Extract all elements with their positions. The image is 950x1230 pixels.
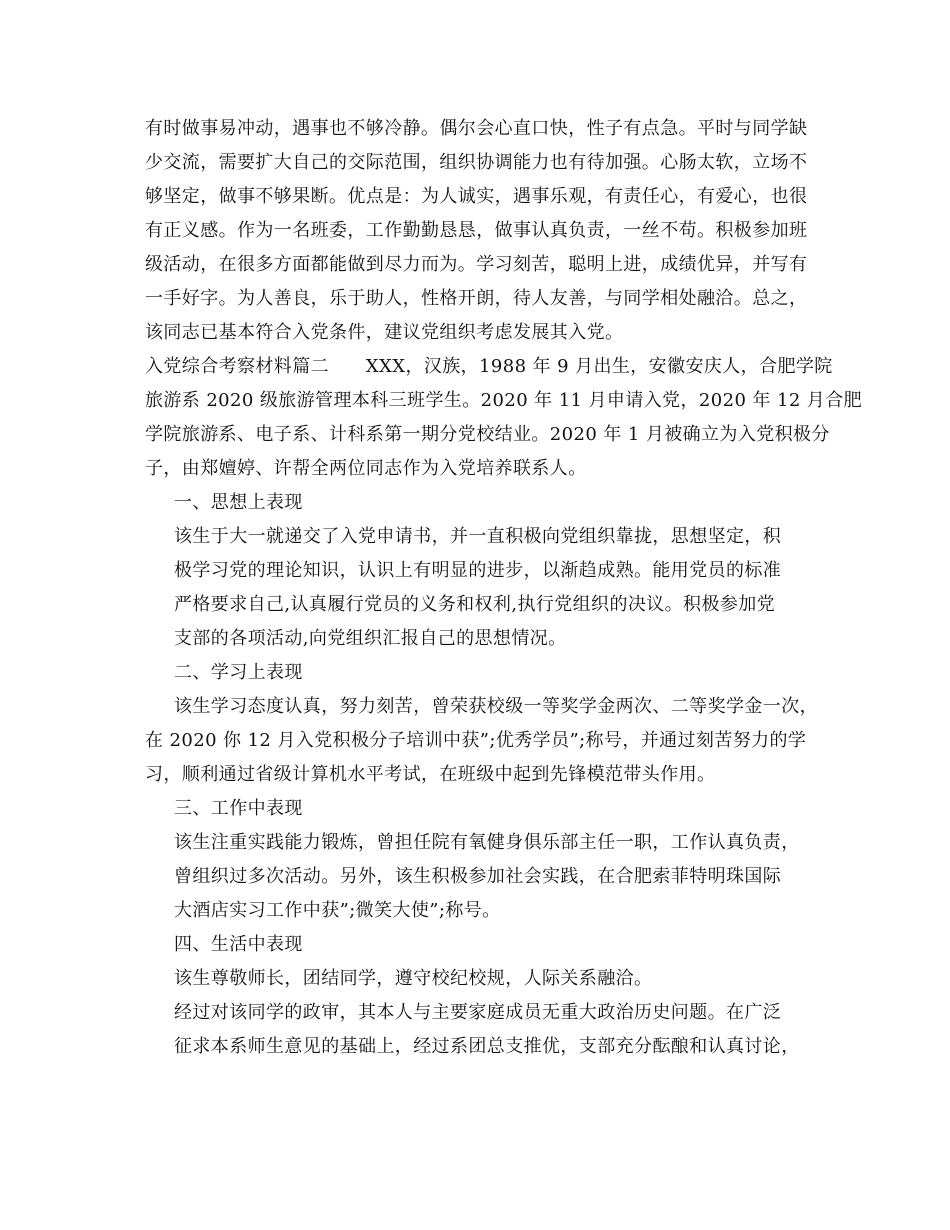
- text-line: 征求本系师生意见的基础上，经过系团总支推优，支部充分酝酿和认真讨论，: [174, 1036, 800, 1057]
- text-line: 子，由郑嬗婷、许帮全两位同志作为入党培养联系人。: [145, 458, 587, 479]
- text-line: 少交流，需要扩大自己的交际范围，组织协调能力也有待加强。心肠太软，立场不: [145, 152, 808, 173]
- text-line: 该同志已基本符合入党条件，建议党组织考虑发展其入党。: [145, 322, 624, 343]
- text-line: 该生尊敬师长，团结同学，遵守校纪校规，人际关系融洽。: [174, 968, 653, 989]
- text-line: 极学习党的理论知识，认识上有明显的进步，以渐趋成熟。能用党员的标准: [174, 560, 782, 581]
- text-line: 一手好字。为人善良，乐于助人，性格开朗，待人友善，与同学相处融洽。总之，: [145, 288, 808, 309]
- text-line: 该生注重实践能力锻炼，曾担任院有氧健身俱乐部主任一职，工作认真负责，: [174, 832, 800, 853]
- section-title-line: 入党综合考察材料篇二 XXX，汉族，1988 年 9 月出生，安徽安庆人，合肥学院: [145, 356, 833, 377]
- text-line: 有时做事易冲动，遇事也不够冷静。偶尔会心直口快，性子有点急。平时与同学缺: [145, 118, 808, 139]
- text-line: 该生于大一就递交了入党申请书，并一直积极向党组织靠拢，思想坚定，积: [174, 526, 782, 547]
- text-line: 级活动，在很多方面都能做到尽力而为。学习刻苦，聪明上进，成绩优异，并写有: [145, 254, 808, 275]
- text-line: 有正义感。作为一名班委，工作勤勤恳恳，做事认真负责，一丝不苟。积极参加班: [145, 220, 808, 241]
- text-line: 旅游系 2020 级旅游管理本科三班学生。2020 年 11 月申请入党，2020 年 12 月合肥: [145, 390, 863, 411]
- text-line: 经过对该同学的政审，其本人与主要家庭成员无重大政治历史问题。在广泛: [174, 1002, 782, 1023]
- text-line: 曾组织过多次活动。另外，该生积极参加社会实践，在合肥索菲特明珠国际: [174, 866, 782, 887]
- text-line: 支部的各项活动,向党组织汇报自己的思想情况。: [174, 628, 567, 649]
- text-line: 习，顺利通过省级计算机水平考试，在班级中起到先锋模范带头作用。: [145, 764, 716, 785]
- text-line: 在 2020 你 12 月入党积极分子培训中获”;优秀学员”;称号，并通过刻苦努力的学: [145, 730, 807, 751]
- text-line: 大酒店实习工作中获”;微笑大使”;称号。: [174, 900, 501, 921]
- subheading: 一、思想上表现: [174, 492, 303, 513]
- subheading: 三、工作中表现: [174, 798, 303, 819]
- subheading: 二、学习上表现: [174, 662, 303, 683]
- text-line: 该生学习态度认真，努力刻苦，曾荣获校级一等奖学金两次、二等奖学金一次，: [174, 696, 818, 717]
- text-line: 严格要求自己,认真履行党员的义务和权利,执行党组织的决议。积极参加党: [174, 594, 776, 615]
- text-line: 够坚定，做事不够果断。优点是：为人诚实，遇事乐观，有责任心，有爱心，也很: [145, 186, 808, 207]
- subheading: 四、生活中表现: [174, 934, 303, 955]
- text-line: 学院旅游系、电子系、计科系第一期分党校结业。2020 年 1 月被确立为入党积极分: [145, 424, 830, 445]
